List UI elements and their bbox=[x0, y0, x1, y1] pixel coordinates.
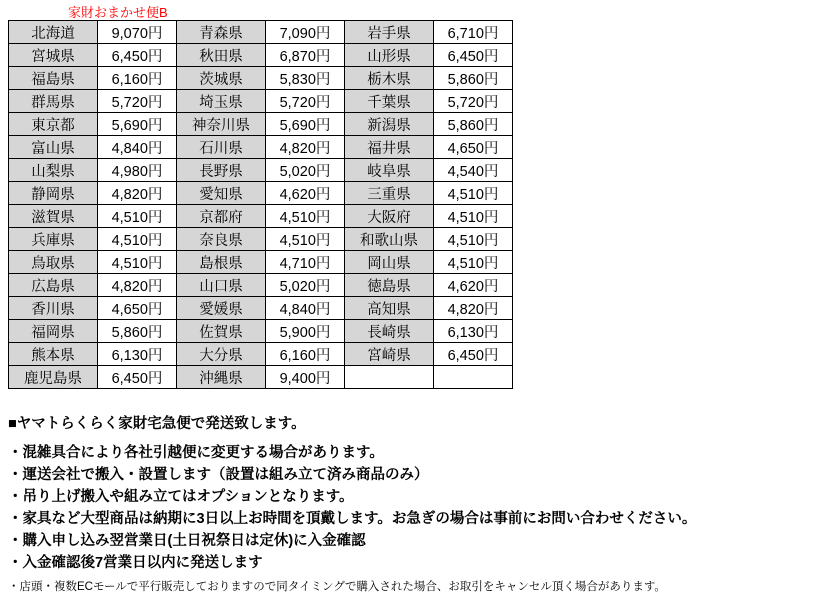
prefecture-cell: 埼玉県 bbox=[177, 90, 266, 113]
prefecture-cell: 福岡県 bbox=[9, 320, 98, 343]
prefecture-cell: 新潟県 bbox=[345, 113, 434, 136]
table-row bbox=[9, 21, 513, 44]
fee-cell: 4,820円 bbox=[266, 136, 345, 159]
fee-cell: 6,160円 bbox=[98, 67, 177, 90]
prefecture-cell: 沖縄県 bbox=[177, 366, 266, 389]
prefecture-cell: 群馬県 bbox=[9, 90, 98, 113]
prefecture-cell: 栃木県 bbox=[345, 67, 434, 90]
prefecture-cell: 山形県 bbox=[345, 44, 434, 67]
prefecture-cell: 愛知県 bbox=[177, 182, 266, 205]
notes-section bbox=[8, 412, 808, 599]
fee-cell: 6,710円 bbox=[434, 21, 513, 44]
empty-cell bbox=[345, 366, 434, 389]
note-line: ・入金確認後7営業日以内に発送します bbox=[8, 555, 263, 571]
table-row bbox=[9, 182, 513, 205]
prefecture-cell: 広島県 bbox=[9, 274, 98, 297]
table-row bbox=[9, 297, 513, 320]
fee-cell: 5,860円 bbox=[98, 320, 177, 343]
fee-cell: 5,720円 bbox=[266, 90, 345, 113]
prefecture-cell: 徳島県 bbox=[345, 274, 434, 297]
table-row bbox=[9, 159, 513, 182]
table-row bbox=[9, 44, 513, 67]
prefecture-cell: 茨城県 bbox=[177, 67, 266, 90]
fee-cell: 5,690円 bbox=[266, 113, 345, 136]
fee-cell: 6,450円 bbox=[434, 343, 513, 366]
fee-cell: 5,020円 bbox=[266, 159, 345, 182]
fee-cell: 4,510円 bbox=[98, 205, 177, 228]
prefecture-cell: 長崎県 bbox=[345, 320, 434, 343]
fee-cell: 4,510円 bbox=[266, 228, 345, 251]
prefecture-cell: 香川県 bbox=[9, 297, 98, 320]
table-row bbox=[9, 113, 513, 136]
prefecture-cell: 富山県 bbox=[9, 136, 98, 159]
fee-cell: 6,130円 bbox=[434, 320, 513, 343]
table-row bbox=[9, 366, 513, 389]
fee-table-body bbox=[9, 21, 513, 389]
fee-cell: 5,860円 bbox=[434, 113, 513, 136]
prefecture-cell: 北海道 bbox=[9, 21, 98, 44]
fee-cell: 6,130円 bbox=[98, 343, 177, 366]
prefecture-cell: 青森県 bbox=[177, 21, 266, 44]
fee-cell: 6,450円 bbox=[98, 366, 177, 389]
fee-cell: 6,450円 bbox=[434, 44, 513, 67]
prefecture-cell: 愛媛県 bbox=[177, 297, 266, 320]
prefecture-cell: 宮崎県 bbox=[345, 343, 434, 366]
fee-cell: 4,510円 bbox=[434, 251, 513, 274]
prefecture-cell: 三重県 bbox=[345, 182, 434, 205]
prefecture-cell: 山梨県 bbox=[9, 159, 98, 182]
prefecture-cell: 高知県 bbox=[345, 297, 434, 320]
prefecture-cell: 熊本県 bbox=[9, 343, 98, 366]
fee-cell: 5,860円 bbox=[434, 67, 513, 90]
table-row bbox=[9, 90, 513, 113]
shipping-fee-table bbox=[8, 20, 513, 389]
table-row bbox=[9, 67, 513, 90]
prefecture-cell: 東京都 bbox=[9, 113, 98, 136]
fee-cell: 4,650円 bbox=[98, 297, 177, 320]
prefecture-cell: 福井県 bbox=[345, 136, 434, 159]
fee-cell: 9,070円 bbox=[98, 21, 177, 44]
fee-cell: 4,510円 bbox=[266, 205, 345, 228]
table-row bbox=[9, 320, 513, 343]
fee-cell: 4,820円 bbox=[434, 297, 513, 320]
prefecture-cell: 秋田県 bbox=[177, 44, 266, 67]
fee-cell: 4,840円 bbox=[266, 297, 345, 320]
prefecture-cell: 京都府 bbox=[177, 205, 266, 228]
fee-cell: 9,400円 bbox=[266, 366, 345, 389]
fee-cell: 5,830円 bbox=[266, 67, 345, 90]
fee-cell: 6,870円 bbox=[266, 44, 345, 67]
fee-cell: 4,510円 bbox=[98, 228, 177, 251]
fee-cell: 4,540円 bbox=[434, 159, 513, 182]
fee-cell: 4,710円 bbox=[266, 251, 345, 274]
notes-list bbox=[8, 443, 808, 573]
prefecture-cell: 岡山県 bbox=[345, 251, 434, 274]
fee-cell: 4,620円 bbox=[266, 182, 345, 205]
fee-cell: 4,510円 bbox=[434, 205, 513, 228]
prefecture-cell: 大分県 bbox=[177, 343, 266, 366]
prefecture-cell: 大阪府 bbox=[345, 205, 434, 228]
prefecture-cell: 岐阜県 bbox=[345, 159, 434, 182]
fee-cell: 7,090円 bbox=[266, 21, 345, 44]
table-row bbox=[9, 205, 513, 228]
empty-cell bbox=[434, 366, 513, 389]
notes-fine-print: ・店頭・複数ECモールで平行販売しておりますので同タイミングで購入された場合、お取引をキャンセル頂く場合があります。 bbox=[8, 581, 666, 593]
note-line: ・吊り上げ搬入や組み立てはオプションとなります。 bbox=[8, 489, 354, 505]
fee-cell: 4,510円 bbox=[434, 182, 513, 205]
page-title: 家財おまかせ便B bbox=[68, 5, 168, 20]
note-line: ・家具など大型商品は納期に3日以上お時間を頂戴します。お急ぎの場合は事前にお問い合わせください。 bbox=[8, 511, 697, 527]
note-line: ・運送会社で搬入・設置します（設置は組み立て済み商品のみ） bbox=[8, 467, 429, 483]
fee-cell: 4,840円 bbox=[98, 136, 177, 159]
fee-cell: 4,820円 bbox=[98, 182, 177, 205]
prefecture-cell: 鳥取県 bbox=[9, 251, 98, 274]
fee-cell: 4,620円 bbox=[434, 274, 513, 297]
prefecture-cell: 佐賀県 bbox=[177, 320, 266, 343]
prefecture-cell: 奈良県 bbox=[177, 228, 266, 251]
prefecture-cell: 島根県 bbox=[177, 251, 266, 274]
note-line: ・混雑具合により各社引越便に変更する場合があります。 bbox=[8, 445, 384, 461]
fee-cell: 6,450円 bbox=[98, 44, 177, 67]
prefecture-cell: 滋賀県 bbox=[9, 205, 98, 228]
table-row bbox=[9, 136, 513, 159]
note-line: ・購入申し込み翌営業日(土日祝祭日は定休)に入金確認 bbox=[8, 533, 366, 549]
fee-cell: 4,510円 bbox=[434, 228, 513, 251]
prefecture-cell: 静岡県 bbox=[9, 182, 98, 205]
prefecture-cell: 千葉県 bbox=[345, 90, 434, 113]
prefecture-cell: 鹿児島県 bbox=[9, 366, 98, 389]
fee-cell: 5,020円 bbox=[266, 274, 345, 297]
prefecture-cell: 神奈川県 bbox=[177, 113, 266, 136]
prefecture-cell: 福島県 bbox=[9, 67, 98, 90]
fee-cell: 4,820円 bbox=[98, 274, 177, 297]
prefecture-cell: 山口県 bbox=[177, 274, 266, 297]
table-row bbox=[9, 343, 513, 366]
fee-cell: 5,720円 bbox=[98, 90, 177, 113]
table-row bbox=[9, 228, 513, 251]
fee-cell: 4,650円 bbox=[434, 136, 513, 159]
fee-cell: 6,160円 bbox=[266, 343, 345, 366]
prefecture-cell: 長野県 bbox=[177, 159, 266, 182]
table-row bbox=[9, 274, 513, 297]
prefecture-cell: 石川県 bbox=[177, 136, 266, 159]
prefecture-cell: 宮城県 bbox=[9, 44, 98, 67]
notes-heading: ■ヤマトらくらく家財宅急便で発送致します。 bbox=[8, 416, 306, 432]
fee-cell: 4,980円 bbox=[98, 159, 177, 182]
fee-cell: 5,690円 bbox=[98, 113, 177, 136]
prefecture-cell: 和歌山県 bbox=[345, 228, 434, 251]
prefecture-cell: 岩手県 bbox=[345, 21, 434, 44]
fee-cell: 5,720円 bbox=[434, 90, 513, 113]
fee-cell: 4,510円 bbox=[98, 251, 177, 274]
table-row bbox=[9, 251, 513, 274]
fee-cell: 5,900円 bbox=[266, 320, 345, 343]
prefecture-cell: 兵庫県 bbox=[9, 228, 98, 251]
